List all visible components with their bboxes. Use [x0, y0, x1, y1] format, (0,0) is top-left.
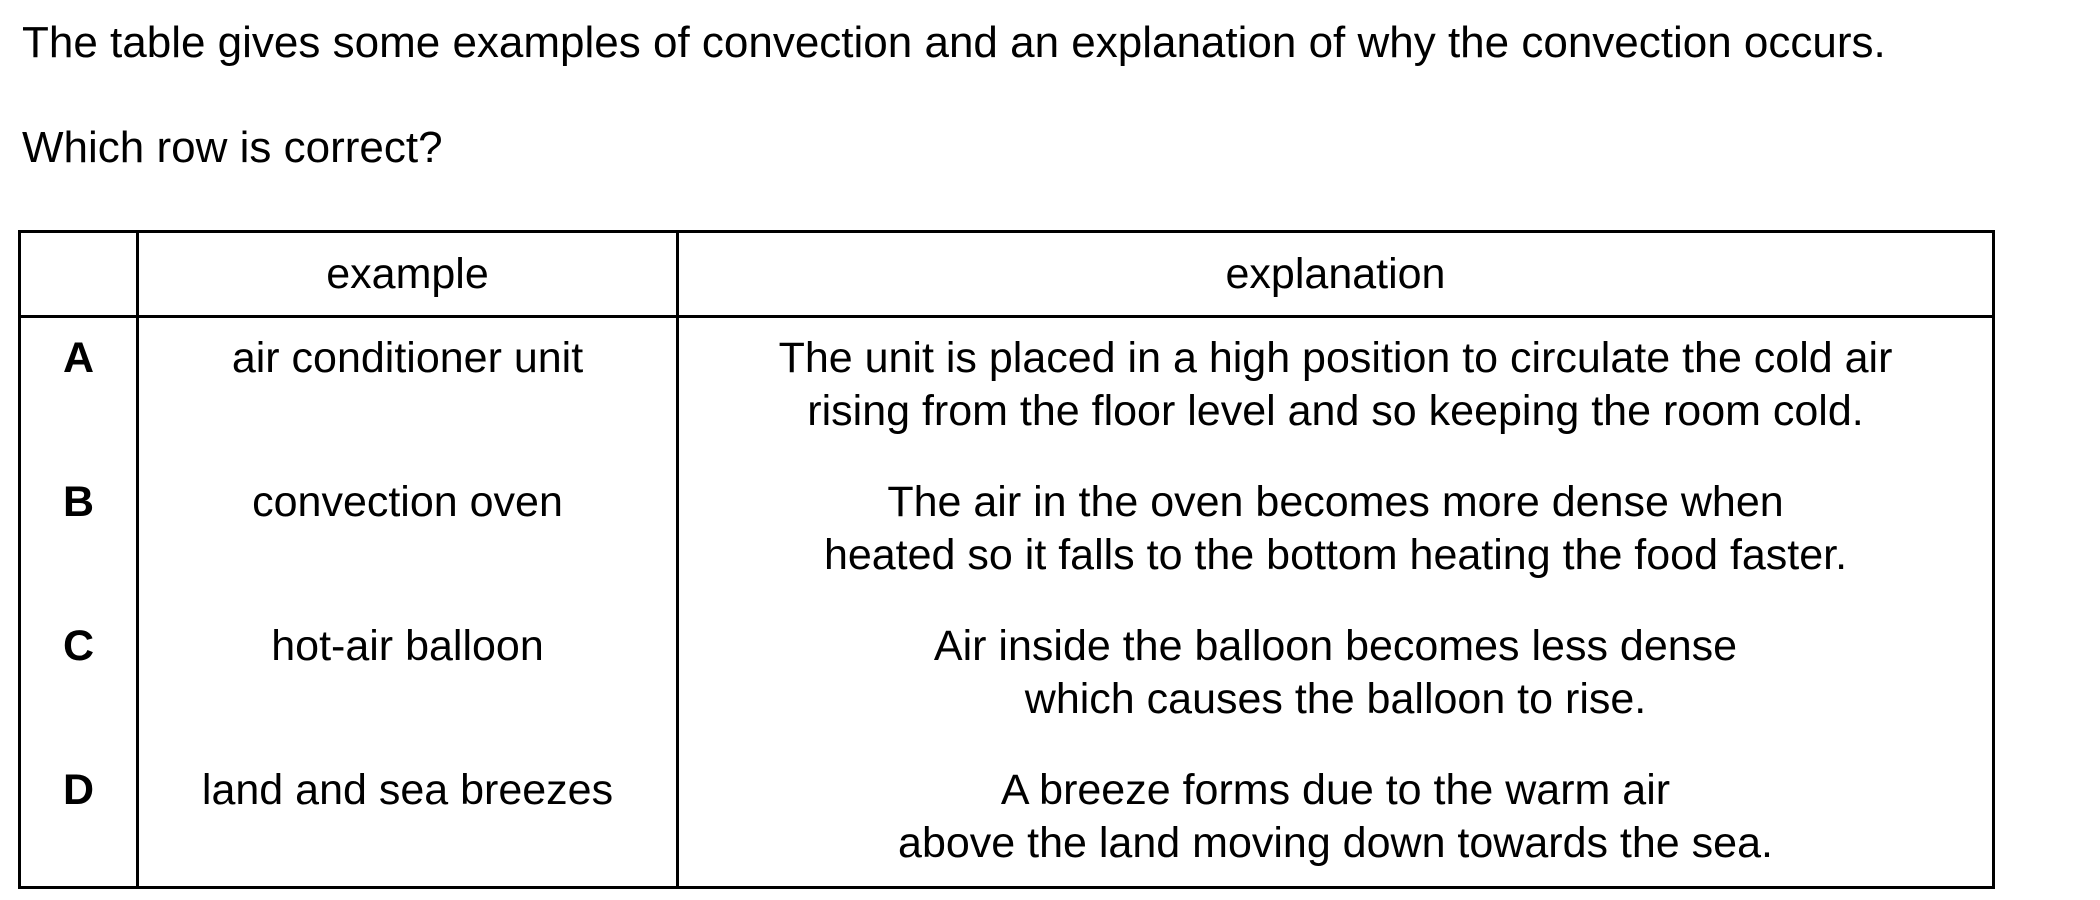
option-example-cell [138, 462, 678, 606]
option-explanation-line: The unit is placed in a high position to circulate the cold air [778, 334, 1893, 382]
option-key-cell [20, 317, 138, 463]
option-explanation-line: A breeze forms due to the warm air [1000, 766, 1671, 814]
option-row-d[interactable] [20, 750, 1994, 888]
option-explanation-line: rising from the floor level and so keeping the room cold. [807, 387, 1864, 435]
option-example: land and sea breezes [201, 766, 614, 814]
option-example-cell [138, 317, 678, 463]
option-key-cell [20, 606, 138, 750]
question-text: Which row is correct? [22, 123, 443, 172]
option-key: B [62, 478, 95, 526]
option-example: convection oven [252, 478, 563, 526]
option-key: C [62, 622, 95, 670]
option-explanation-line: which causes the balloon to rise. [1024, 675, 1647, 723]
option-row-b[interactable] [20, 462, 1994, 606]
intro-text: The table gives some examples of convection and an explanation of why the convection occurs. [22, 18, 1886, 67]
option-explanation-cell [678, 750, 1994, 888]
option-explanation-line: Air inside the balloon becomes less dense [933, 622, 1738, 670]
option-explanation-cell [678, 317, 1994, 463]
option-example-cell [138, 750, 678, 888]
option-key-cell [20, 462, 138, 606]
option-example-cell [138, 606, 678, 750]
option-example: air conditioner unit [231, 334, 584, 382]
option-explanation-line: above the land moving down towards the sea. [898, 819, 1773, 867]
option-explanation-cell [678, 606, 1994, 750]
option-key-cell [20, 750, 138, 888]
option-row-a[interactable] [20, 317, 1994, 463]
option-example: hot-air balloon [271, 622, 544, 670]
header-key [20, 232, 138, 317]
header-explanation: explanation [678, 232, 1994, 317]
option-explanation-cell [678, 462, 1994, 606]
option-explanation-line: The air in the oven becomes more dense when [887, 478, 1784, 526]
option-row-c[interactable] [20, 606, 1994, 750]
header-example: example [138, 232, 678, 317]
option-key: A [62, 334, 95, 382]
option-explanation-line: heated so it falls to the bottom heating the food faster. [823, 531, 1848, 579]
table-header-row [20, 232, 1994, 317]
option-key: D [62, 766, 95, 814]
answer-options-table [18, 230, 1995, 889]
